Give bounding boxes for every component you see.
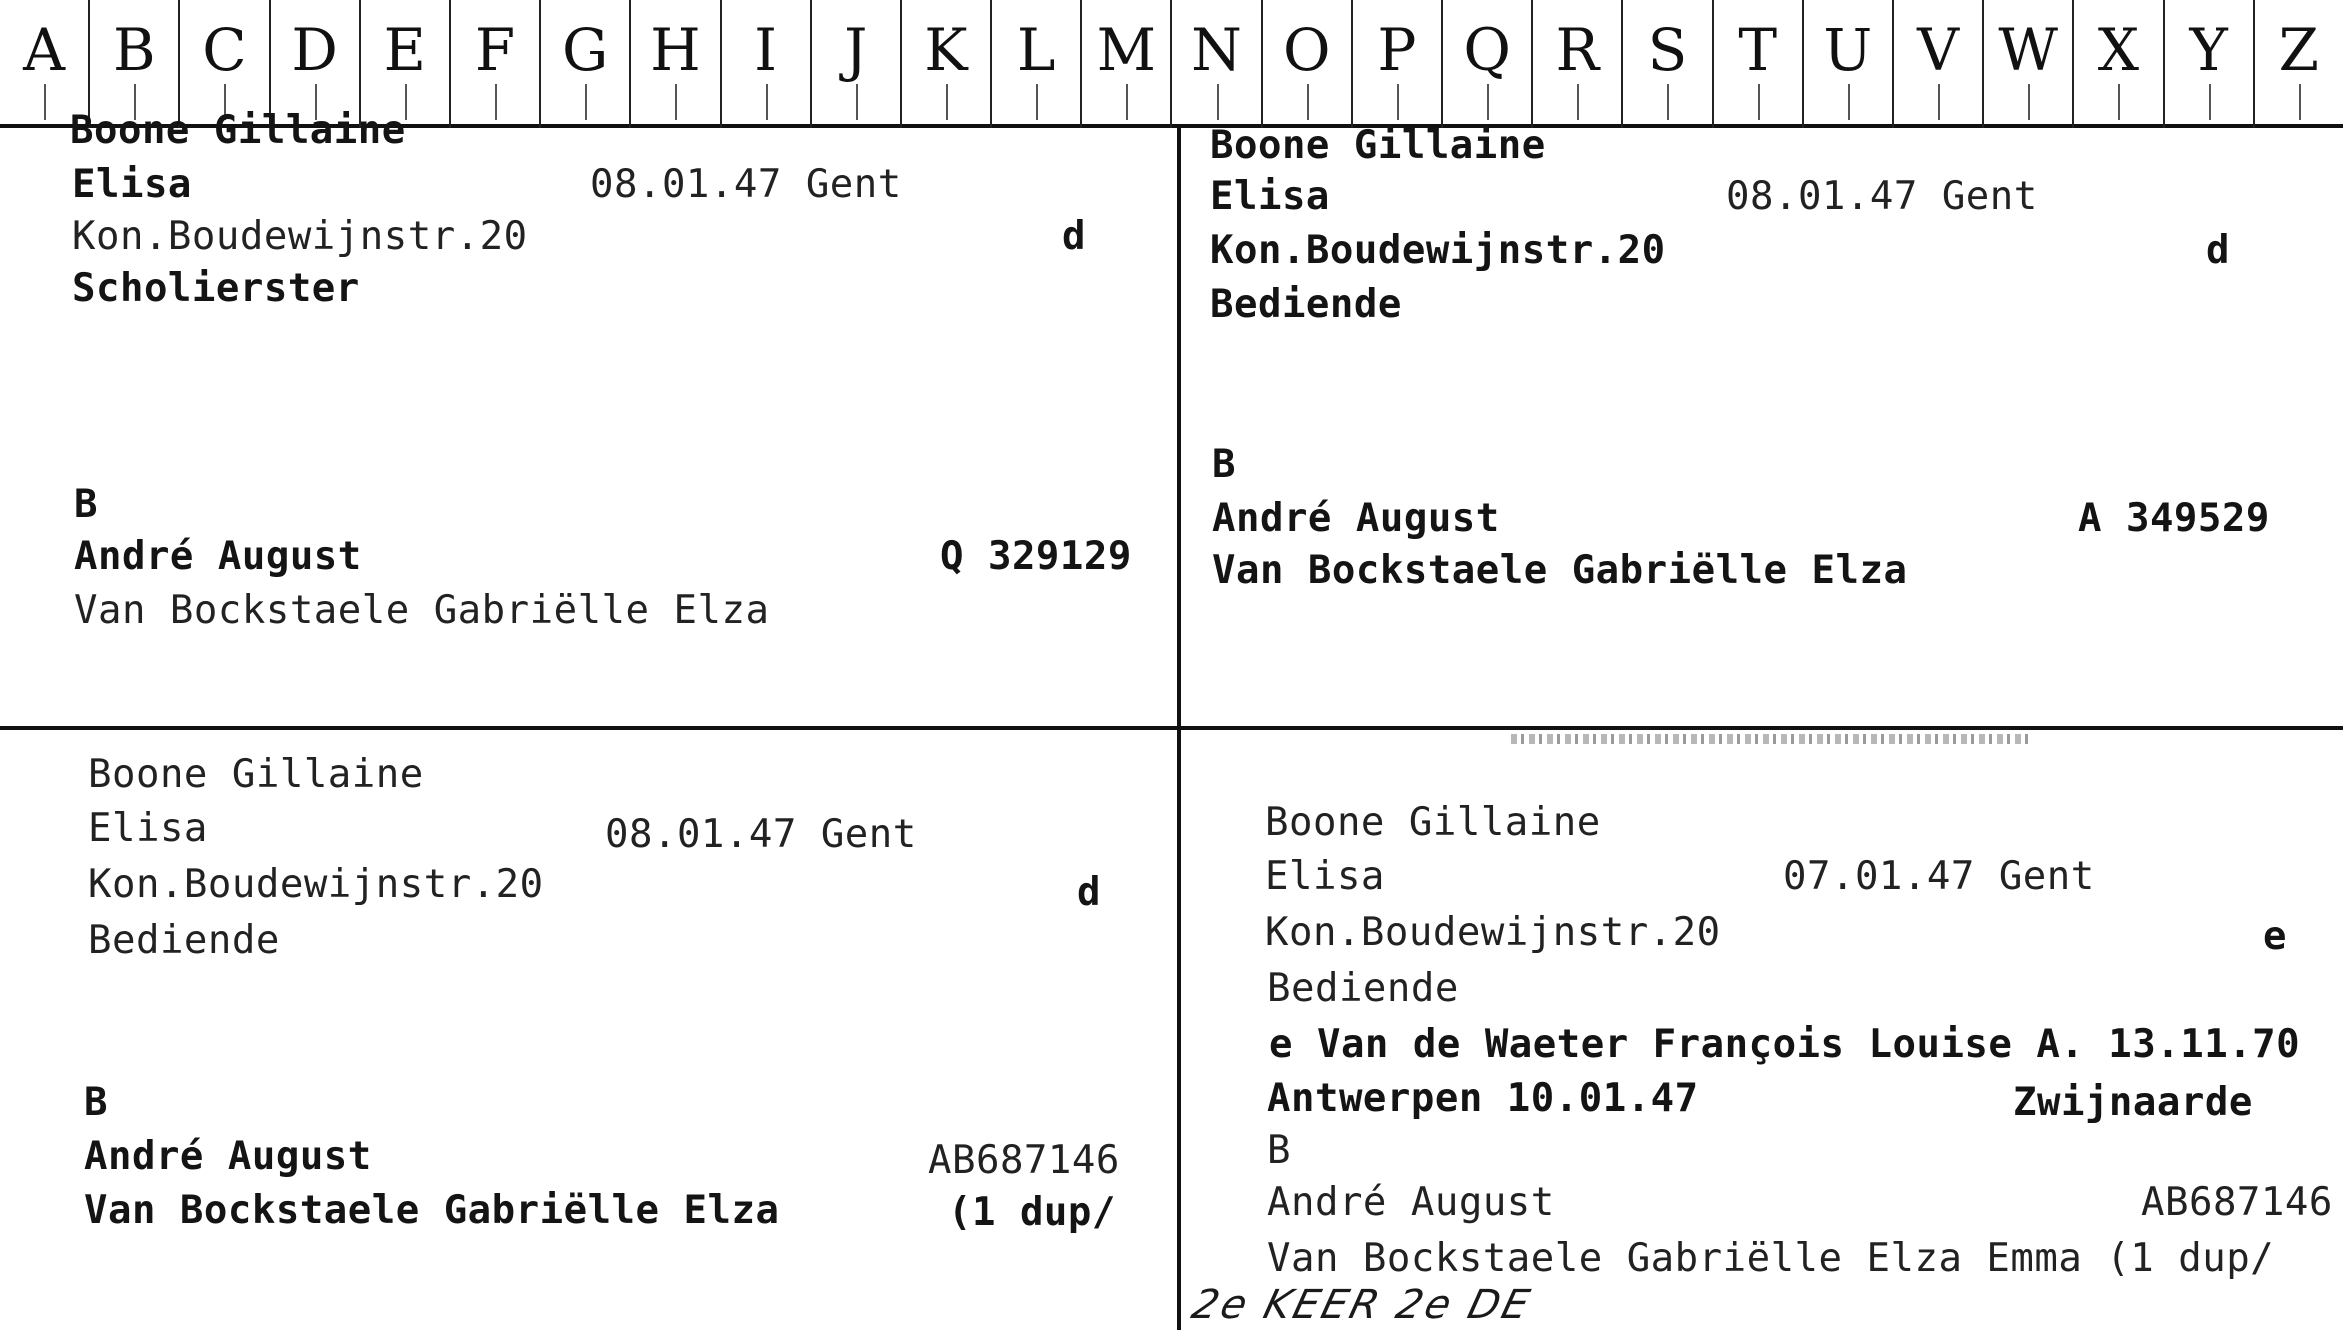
index-letter-f bbox=[451, 0, 541, 128]
index-letter-q bbox=[1443, 0, 1533, 128]
index-tick-mark bbox=[1036, 84, 1038, 120]
card-code: d bbox=[2206, 228, 2230, 273]
index-letter-s bbox=[1623, 0, 1713, 128]
index-tick-mark bbox=[2118, 84, 2120, 120]
index-tick-mark bbox=[44, 84, 46, 120]
card-birth: 08.01.47 Gent bbox=[1726, 174, 2038, 219]
card-occupation: Bediende bbox=[1267, 966, 1459, 1011]
card-spouse: e Van de Waeter François Louise A. 13.11.70 bbox=[1269, 1022, 2301, 1067]
index-letter-label: N bbox=[1191, 16, 1242, 84]
index-letter-label: S bbox=[1647, 16, 1688, 84]
card-number: AB687146 bbox=[2141, 1180, 2333, 1225]
card-first-name: Elisa bbox=[1210, 174, 1330, 219]
card-mother: Van Bockstaele Gabriëlle Elza bbox=[74, 588, 770, 633]
card-address: Kon.Boudewijnstr.20 bbox=[1210, 228, 1666, 273]
index-letter-w bbox=[1984, 0, 2074, 128]
index-letter-label: K bbox=[924, 16, 968, 84]
index-letter-j bbox=[812, 0, 902, 128]
card-father: André August bbox=[74, 534, 362, 579]
index-letter-label: Q bbox=[1463, 16, 1511, 84]
index-letter-m bbox=[1082, 0, 1172, 128]
index-tick-mark bbox=[766, 84, 768, 120]
index-letter-label: F bbox=[474, 16, 516, 84]
card-number: Q 329129 bbox=[940, 534, 1132, 579]
card-first-name: Elisa bbox=[88, 806, 208, 851]
index-tick-mark bbox=[2209, 84, 2211, 120]
index-letter-label: W bbox=[1998, 16, 2059, 84]
card-address: Kon.Boudewijnstr.20 bbox=[72, 214, 528, 259]
card-birth: 08.01.47 Gent bbox=[605, 812, 917, 857]
card-birth: 07.01.47 Gent bbox=[1783, 854, 2095, 899]
card-first-name: Elisa bbox=[72, 162, 192, 207]
index-letter-p bbox=[1353, 0, 1443, 128]
index-tick-mark bbox=[1487, 84, 1489, 120]
index-letter-label: V bbox=[1917, 16, 1959, 84]
index-letter-r bbox=[1533, 0, 1623, 128]
index-letter-label: T bbox=[1738, 16, 1777, 84]
index-tick-mark bbox=[675, 84, 677, 120]
index-tick-mark bbox=[1848, 84, 1850, 120]
card-letter: B bbox=[84, 1080, 108, 1125]
index-letter-label: C bbox=[202, 16, 247, 84]
card-code: d bbox=[1062, 214, 1086, 259]
card-address: Kon.Boudewijnstr.20 bbox=[88, 862, 544, 907]
card-letter: B bbox=[1212, 442, 1236, 487]
card-occupation: Scholierster bbox=[72, 266, 360, 311]
index-letter-l bbox=[992, 0, 1082, 128]
index-letter-t bbox=[1714, 0, 1804, 128]
index-letter-k bbox=[902, 0, 992, 128]
record-card-top-right bbox=[1181, 123, 2343, 726]
index-letter-h bbox=[631, 0, 721, 128]
card-mother: Van Bockstaele Gabriëlle Elza bbox=[1212, 548, 1908, 593]
card-code: e bbox=[2263, 914, 2287, 959]
card-mother: Van Bockstaele Gabriëlle Elza Emma (1 dup/ bbox=[1267, 1236, 2275, 1281]
index-letter-label: U bbox=[1823, 16, 1873, 84]
index-letter-u bbox=[1804, 0, 1894, 128]
card-name: Boone Gillaine bbox=[88, 752, 424, 797]
index-letter-label: Y bbox=[2189, 16, 2228, 84]
card-letter: B bbox=[74, 482, 98, 527]
record-card-top-left bbox=[0, 108, 1177, 726]
index-tick-mark bbox=[2299, 84, 2301, 120]
card-occupation: Bediende bbox=[88, 918, 280, 963]
card-marriage: Antwerpen 10.01.47 bbox=[1267, 1076, 1699, 1121]
index-letter-label: H bbox=[650, 16, 701, 84]
card-code: d bbox=[1077, 870, 1101, 915]
card-first-name: Elisa bbox=[1265, 854, 1385, 899]
card-name: Boone Gillaine bbox=[1265, 800, 1601, 845]
index-tick-mark bbox=[495, 84, 497, 120]
index-tick-mark bbox=[585, 84, 587, 120]
index-letter-y bbox=[2165, 0, 2255, 128]
index-tick-mark bbox=[1307, 84, 1309, 120]
index-letter-v bbox=[1894, 0, 1984, 128]
index-letter-label: E bbox=[383, 16, 427, 84]
index-letter-label: X bbox=[2097, 16, 2140, 84]
index-tick-mark bbox=[1397, 84, 1399, 120]
ink-smudge bbox=[1511, 734, 2031, 744]
card-name: Boone Gillaine bbox=[1210, 123, 1546, 168]
index-letter-label: G bbox=[562, 16, 609, 84]
card-father: André August bbox=[1212, 496, 1500, 541]
index-tick-mark bbox=[1667, 84, 1669, 120]
index-tick-mark bbox=[2028, 84, 2030, 120]
handwritten-note: 2e KEER 2e DE bbox=[1187, 1282, 1537, 1328]
index-letter-label: L bbox=[1016, 16, 1056, 84]
card-number: AB687146 bbox=[928, 1138, 1120, 1183]
card-letter: B bbox=[1267, 1128, 1291, 1173]
index-tick-mark bbox=[1126, 84, 1128, 120]
card-address: Kon.Boudewijnstr.20 bbox=[1265, 910, 1721, 955]
index-tick-mark bbox=[1577, 84, 1579, 120]
card-name: Boone Gillaine bbox=[70, 108, 406, 153]
card-father: André August bbox=[84, 1134, 372, 1179]
index-letter-label: P bbox=[1377, 16, 1417, 84]
index-letter-g bbox=[541, 0, 631, 128]
record-card-bottom-left bbox=[0, 730, 1177, 1330]
index-tick-mark bbox=[856, 84, 858, 120]
index-tick-mark bbox=[1217, 84, 1219, 120]
index-letter-z bbox=[2255, 0, 2343, 128]
index-letter-i bbox=[722, 0, 812, 128]
index-letter-label: R bbox=[1555, 16, 1600, 84]
card-place: Zwijnaarde bbox=[2013, 1080, 2253, 1125]
index-tick-mark bbox=[1758, 84, 1760, 120]
card-birth: 08.01.47 Gent bbox=[590, 162, 902, 207]
index-tick-mark bbox=[946, 84, 948, 120]
index-letter-label: D bbox=[291, 16, 338, 84]
index-letter-o bbox=[1263, 0, 1353, 128]
index-letter-label: I bbox=[754, 16, 778, 84]
card-mother: Van Bockstaele Gabriëlle Elza bbox=[84, 1188, 780, 1233]
index-tick-mark bbox=[1938, 84, 1940, 120]
index-letter-label: M bbox=[1096, 16, 1157, 84]
card-note: (1 dup/ bbox=[948, 1190, 1116, 1235]
card-father: André August bbox=[1267, 1180, 1555, 1225]
index-letter-label: Z bbox=[2278, 16, 2319, 84]
index-letter-label: B bbox=[112, 16, 156, 84]
index-letter-label: J bbox=[844, 16, 868, 84]
index-letter-n bbox=[1172, 0, 1262, 128]
index-letter-x bbox=[2074, 0, 2164, 128]
index-letter-label: A bbox=[23, 16, 66, 84]
card-number: A 349529 bbox=[2078, 496, 2270, 541]
card-occupation: Bediende bbox=[1210, 282, 1402, 327]
index-letter-label: O bbox=[1282, 16, 1331, 84]
record-card-bottom-right bbox=[1181, 730, 2343, 1330]
